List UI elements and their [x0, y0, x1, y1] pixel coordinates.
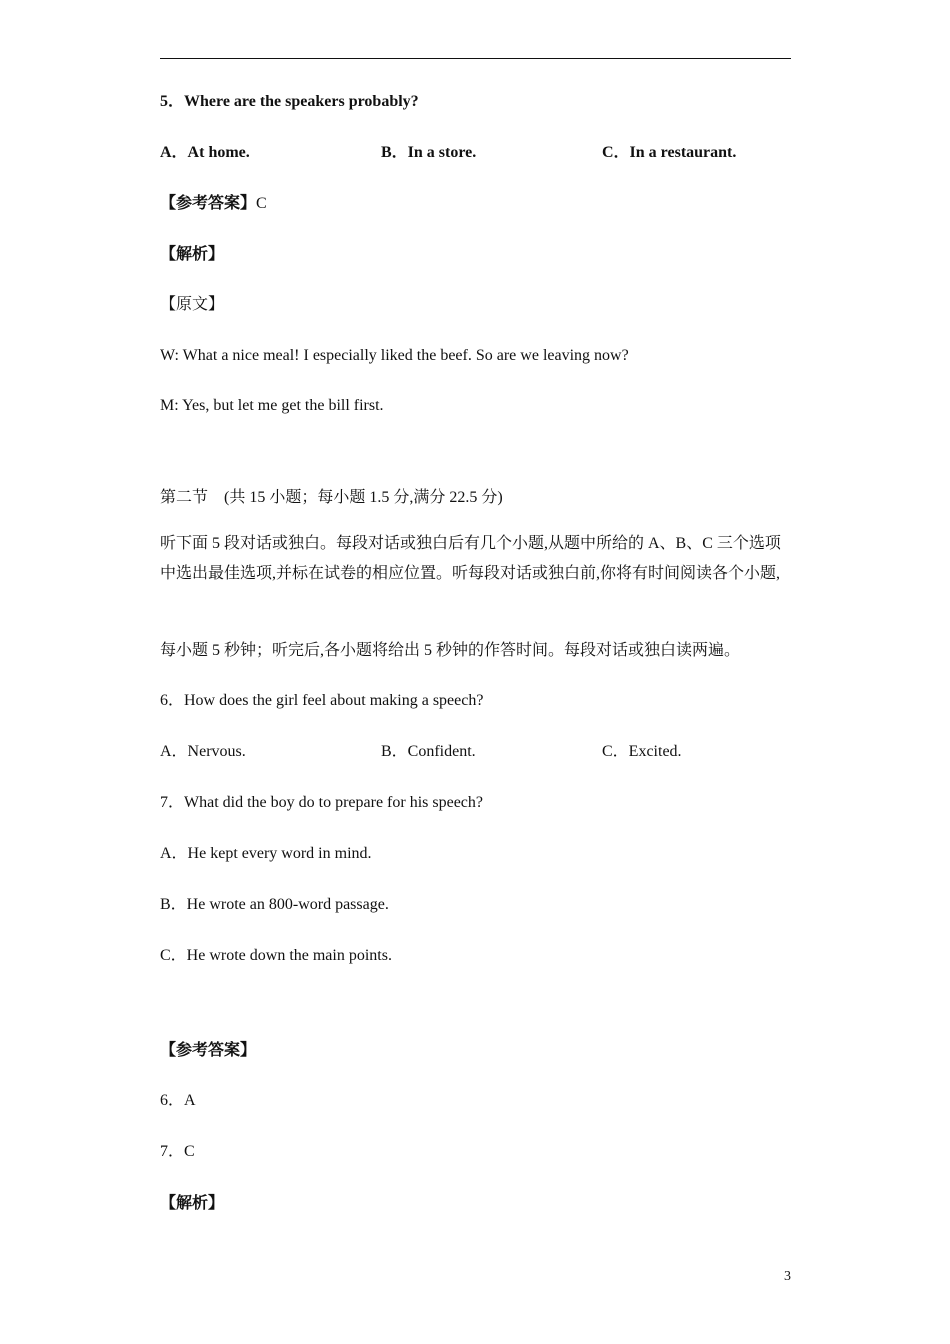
q6-option-b: B．Confident.: [381, 743, 476, 760]
q5-answer-value: C: [256, 195, 267, 212]
q6-question: 6．How does the girl feel about making a speech?: [160, 692, 484, 709]
section2-instruction-2: 每小题 5 秒钟；听完后,各小题将给出 5 秒钟的作答时间。每段对话或独白读两遍。: [160, 642, 741, 659]
header-rule: [160, 58, 791, 59]
q5-original-label: 【原文】: [160, 296, 225, 313]
section2-heading: 第二节 (共 15 小题；每小题 1.5 分,满分 22.5 分): [160, 489, 503, 506]
q5-dialogue-line: W: What a nice meal! I especially liked the beef. So are we leaving now?: [160, 347, 629, 364]
q7-option-b: B．He wrote an 800-word passage.: [160, 896, 389, 913]
q7-option-a: A．He kept every word in mind.: [160, 845, 372, 862]
answer-item-7: 7．C: [160, 1143, 195, 1160]
q7-question: 7．What did the boy do to prepare for his speech?: [160, 794, 484, 811]
answers-label: 【参考答案】: [160, 1042, 257, 1059]
q5-option-a: A．At home.: [160, 144, 250, 161]
answers-analysis-label: 【解析】: [160, 1195, 225, 1212]
q7-option-c: C．He wrote down the main points.: [160, 947, 392, 964]
section2-instruction: 听下面 5 段对话或独白。每段对话或独白后有几个小题,从题中所给的 A、B、C 三个选项中选出最佳选项,并标在试卷的相应位置。听每段对话或独白前,你将有时间阅读各个小题,: [160, 535, 781, 582]
q5-dialogue-line: M: Yes, but let me get the bill first.: [160, 397, 384, 414]
q5-option-b: B．In a store.: [381, 144, 477, 161]
page-number: 3: [784, 1269, 791, 1284]
answer-item-6: 6．A: [160, 1092, 196, 1109]
q5-answer-label: 【参考答案】: [160, 195, 257, 212]
q6-option-a: A．Nervous.: [160, 743, 246, 760]
q5-answer: [160, 194, 267, 214]
q6-option-c: C．Excited.: [602, 743, 682, 760]
q5-analysis-label: 【解析】: [160, 246, 225, 263]
q5-option-c: C．In a restaurant.: [602, 144, 737, 161]
q5-question: 5．Where are the speakers probably?: [160, 93, 419, 110]
